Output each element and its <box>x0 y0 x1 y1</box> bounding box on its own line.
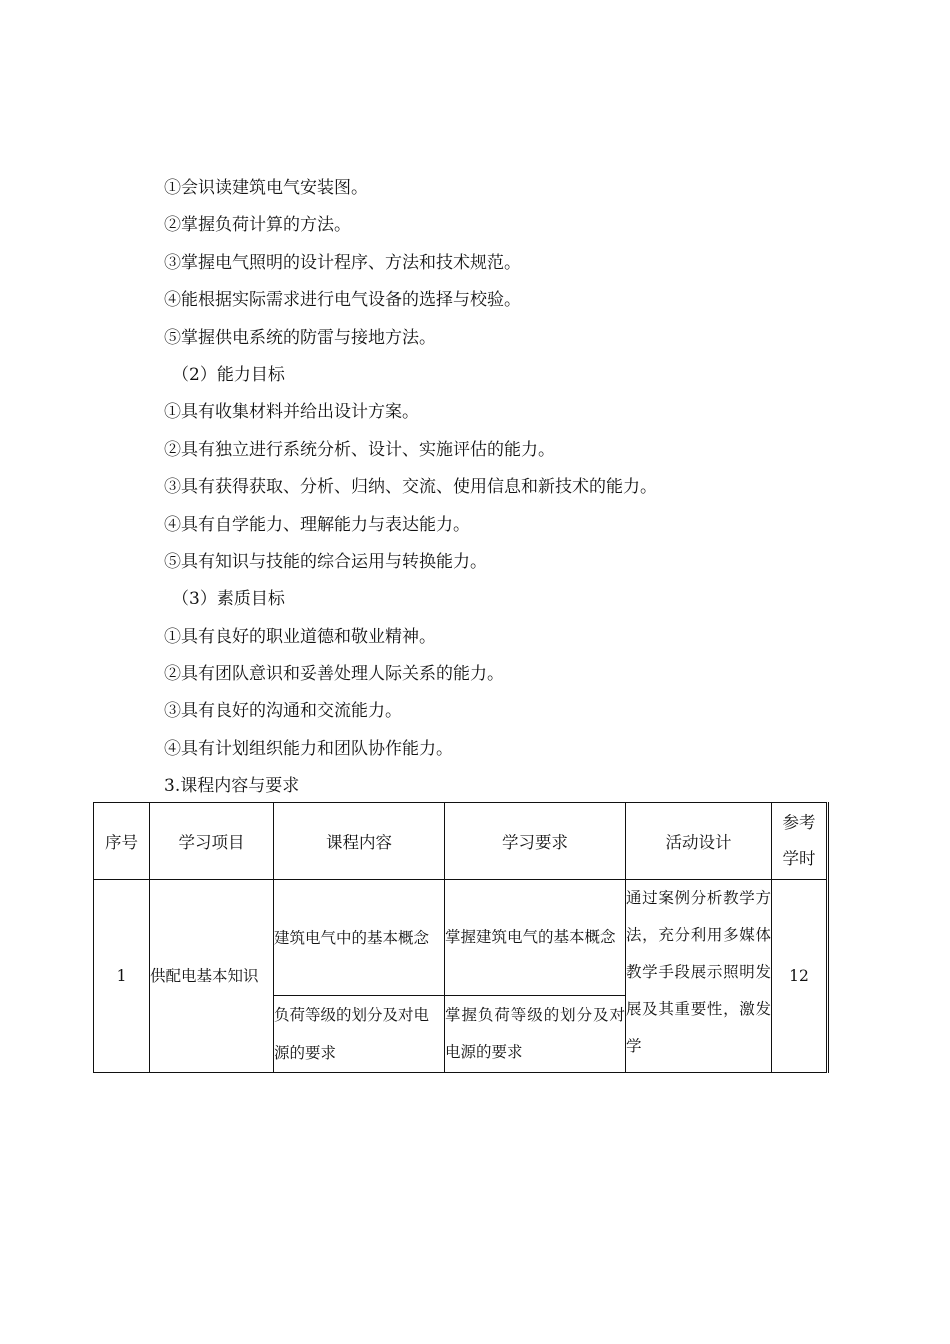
header-hours-line2: 学时 <box>782 849 816 868</box>
ability-item-5: ⑤具有知识与技能的综合运用与转换能力。 <box>164 551 487 572</box>
table-row <box>94 880 828 996</box>
header-hours <box>772 803 828 880</box>
row-hours: 12 <box>772 880 828 1073</box>
row-activity <box>626 880 772 1073</box>
quality-heading: （3）素质目标 <box>172 589 285 610</box>
quality-item-1: ①具有良好的职业道德和敬业精神。 <box>164 626 436 647</box>
knowledge-item-3: ③掌握电气照明的设计程序、方法和技术规范。 <box>164 252 521 273</box>
header-project: 学习项目 <box>150 803 274 880</box>
header-index: 序号 <box>94 803 150 880</box>
row-requirement-a: 掌握建筑电气的基本概念 <box>445 880 626 996</box>
ability-item-4: ④具有自学能力、理解能力与表达能力。 <box>164 514 470 535</box>
quality-item-3: ③具有良好的沟通和交流能力。 <box>164 701 402 722</box>
quality-item-2: ②具有团队意识和妥善处理人际关系的能力。 <box>164 664 504 685</box>
row-content-b: 负荷等级的划分及对电源的要求 <box>274 996 445 1073</box>
header-requirement: 学习要求 <box>445 803 626 880</box>
section-heading-course-content: 3.课程内容与要求 <box>164 776 300 797</box>
knowledge-item-4: ④能根据实际需求进行电气设备的选择与校验。 <box>164 290 521 311</box>
table-header-row <box>94 803 828 880</box>
header-content: 课程内容 <box>274 803 445 880</box>
header-activity: 活动设计 <box>626 803 772 880</box>
knowledge-item-2: ②掌握负荷计算的方法。 <box>164 215 351 236</box>
ability-item-1: ①具有收集材料并给出设计方案。 <box>164 402 419 423</box>
header-hours-line1: 参考 <box>782 813 816 832</box>
course-content-table <box>93 802 829 1073</box>
row-requirement-b: 掌握负荷等级的划分及对电源的要求 <box>445 996 626 1073</box>
knowledge-item-1: ①会识读建筑电气安装图。 <box>164 178 368 198</box>
row-project: 供配电基本知识 <box>150 880 274 1073</box>
knowledge-item-5: ⑤掌握供电系统的防雷与接地方法。 <box>164 327 436 348</box>
objectives-text <box>164 170 864 806</box>
row-activity-text: 通过案例分析教学方法，充分利用多媒体教学手段展示照明发展及其重要性，激发学 <box>626 889 771 1055</box>
row-content-a: 建筑电气中的基本概念 <box>274 880 445 996</box>
row-index: 1 <box>94 880 150 1073</box>
ability-heading: （2）能力目标 <box>172 364 285 385</box>
ability-item-3: ③具有获得获取、分析、归纳、交流、使用信息和新技术的能力。 <box>164 477 657 498</box>
quality-item-4: ④具有计划组织能力和团队协作能力。 <box>164 738 453 759</box>
ability-item-2: ②具有独立进行系统分析、设计、实施评估的能力。 <box>164 439 555 460</box>
